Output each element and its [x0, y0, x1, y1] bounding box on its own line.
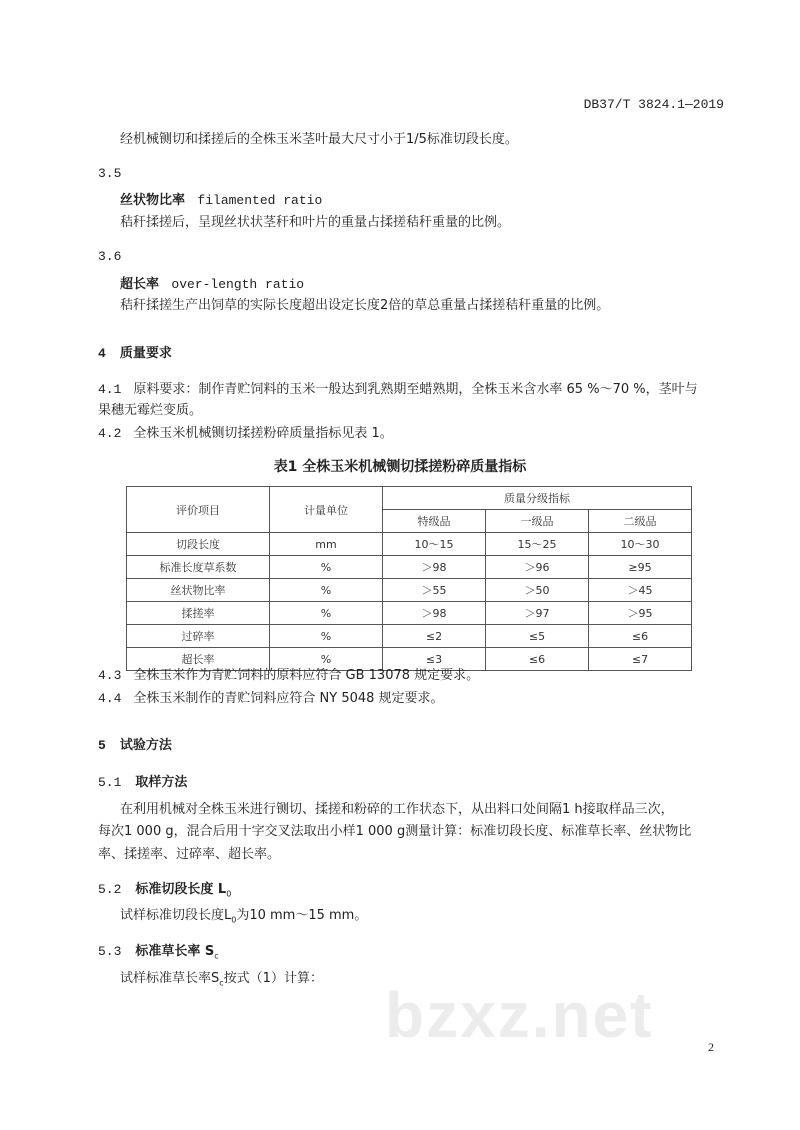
table-cell: 超长率	[127, 648, 270, 671]
table-cell: mm	[270, 533, 383, 556]
table-cell: ≥95	[589, 556, 692, 579]
table-cell: ＞95	[589, 602, 692, 625]
paragraph-5-1-line2: 每次1 000 g，混合后用十字交叉法取出小样1 000 g测量计算：标准切段长度、标准草长率、丝状物比	[98, 824, 692, 839]
table-cell: ＞98	[383, 602, 486, 625]
table-cell: 标准长度草系数	[127, 556, 270, 579]
table-row	[127, 625, 692, 648]
table-cell: ≤6	[589, 625, 692, 648]
table-cell: ＞55	[383, 579, 486, 602]
header-unit: 计量单位	[270, 487, 383, 533]
table-cell: ≤6	[486, 648, 589, 671]
term-3-5	[120, 191, 322, 211]
definition-3-6: 秸秆揉搓生产出饲草的实际长度超出设定长度2倍的草总重量占揉搓秸秆重量的比例。	[120, 298, 610, 313]
grade-first: 一级品	[486, 510, 589, 533]
table-header-row	[127, 487, 692, 510]
paragraph-5-3: 试样标准草长率$S_c$按式（1）计算：	[120, 971, 323, 988]
clause-4-2: 4.2 全株玉米机械铡切揉搓粉碎质量指标见表 1。	[98, 426, 393, 441]
page-number: 2	[708, 1040, 714, 1054]
header-grade: 质量分级指标	[383, 487, 692, 510]
table-cell: 丝状物比率	[127, 579, 270, 602]
table-cell: ＞97	[486, 602, 589, 625]
table-cell: %	[270, 648, 383, 671]
section-heading-4: 4 质量要求	[98, 346, 172, 361]
clause-4-1-line1: 4.1 原料要求：制作青贮饲料的玉米一般达到乳熟期至蜡熟期，全株玉米含水率 65 %～70 %，茎叶与	[98, 382, 698, 397]
table-cell: ≤7	[589, 648, 692, 671]
table-cell: 15～25	[486, 533, 589, 556]
table-cell: %	[270, 556, 383, 579]
section-heading-5: 5 试验方法	[98, 738, 172, 753]
definition-3-5: 秸秆揉搓后，呈现丝状状茎秆和叶片的重量占揉搓秸秆重量的比例。	[120, 215, 511, 230]
clause-4-3: 4.3 全株玉米作为青贮饲料的原料应符合 GB 13078 规定要求。	[98, 668, 480, 683]
clause-number-3-5: 3.5	[98, 166, 122, 181]
table-cell: ≤2	[383, 625, 486, 648]
quality-table	[126, 486, 692, 671]
subsection-heading-5-2: 5.2 标准切段长度 $L_0$	[98, 882, 232, 899]
table-caption: 表1 全株玉米机械铡切揉搓粉碎质量指标	[273, 459, 527, 475]
table-cell: 切段长度	[127, 533, 270, 556]
table-cell: ＞50	[486, 579, 589, 602]
term-3-6	[120, 275, 304, 295]
table-row	[127, 533, 692, 556]
document-code: DB37/T 3824.1—2019	[583, 97, 724, 112]
table-cell: ≤3	[383, 648, 486, 671]
table-cell: ＞96	[486, 556, 589, 579]
paragraph-3-4-tail: 经机械铡切和揉搓后的全株玉米茎叶最大尺寸小于1/5标准切段长度。	[120, 132, 518, 147]
term-en: over-length ratio	[171, 277, 305, 292]
table-row	[127, 556, 692, 579]
subsection-heading-5-1: 5.1 取样方法	[98, 775, 188, 790]
table-cell: ＞98	[383, 556, 486, 579]
table-cell: 揉搓率	[127, 602, 270, 625]
grade-second: 二级品	[589, 510, 692, 533]
table-cell: 10～30	[589, 533, 692, 556]
table-cell: 10～15	[383, 533, 486, 556]
table-cell: ＞45	[589, 579, 692, 602]
paragraph-5-1-line1: 在利用机械对全株玉米进行铡切、揉搓和粉碎的工作状态下，从出料口处间隔1 h接取样品三次，	[120, 802, 674, 817]
clause-4-1-line2: 果穗无霉烂变质。	[98, 403, 203, 418]
table-cell: 过碎率	[127, 625, 270, 648]
watermark: bzxz.net	[385, 979, 654, 1051]
table-row	[127, 602, 692, 625]
paragraph-5-2: 试样标准切段长度$L_0$为10 mm～15 mm。	[120, 908, 368, 925]
grade-special: 特级品	[383, 510, 486, 533]
term-en: filamented ratio	[197, 193, 323, 208]
table-cell: %	[270, 579, 383, 602]
table-row	[127, 579, 692, 602]
header-item: 评价项目	[127, 487, 270, 533]
clause-number-3-6: 3.6	[98, 249, 122, 264]
table-cell: ≤5	[486, 625, 589, 648]
term-zh: 丝状物比率	[120, 193, 186, 208]
paragraph-5-1-line3: 率、揉搓率、过碎率、超长率。	[98, 847, 281, 862]
term-zh: 超长率	[120, 277, 160, 292]
table-cell: %	[270, 602, 383, 625]
clause-4-4: 4.4 全株玉米制作的青贮饲料应符合 NY 5048 规定要求。	[98, 691, 444, 706]
table-cell: %	[270, 625, 383, 648]
subsection-heading-5-3: 5.3 标准草长率 $S_c$	[98, 944, 219, 961]
